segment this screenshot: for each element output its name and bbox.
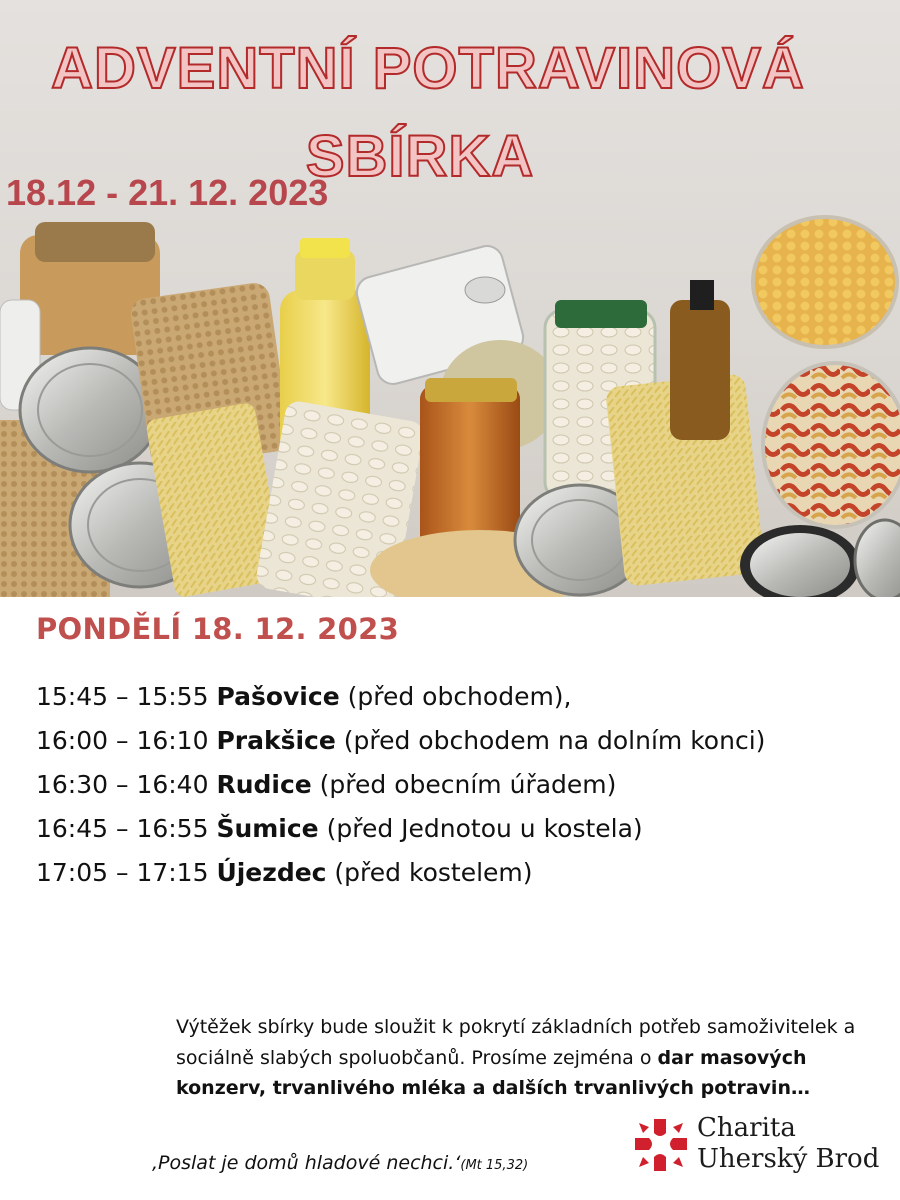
- bible-quote: [152, 1152, 528, 1174]
- schedule-detail: (před Jednotou u kostela): [318, 814, 643, 843]
- schedule-time: 17:05 – 17:15: [36, 858, 217, 887]
- note-bold: dar masových konzerv, trvanlivého mléka a dalších trvanlivých potravin…: [176, 1046, 810, 1099]
- schedule-detail: (před obchodem),: [339, 682, 572, 711]
- hero-photo: [0, 0, 900, 597]
- schedule-detail: (před obecním úřadem): [311, 770, 617, 799]
- charita-cross-icon: [633, 1117, 689, 1173]
- schedule-time: 16:00 – 16:10: [36, 726, 217, 755]
- poster-title-line2: SBÍRKA: [305, 124, 535, 189]
- charita-logo: [633, 1113, 893, 1177]
- schedule-time: 16:30 – 16:40: [36, 770, 217, 799]
- logo-line2: Uherský Brod: [697, 1144, 880, 1174]
- day-heading: PONDĚLÍ 18. 12. 2023: [36, 612, 400, 646]
- schedule-item: [36, 770, 765, 814]
- schedule-detail: (před obchodem na dolním konci): [335, 726, 766, 755]
- logo-line1: Charita: [697, 1113, 796, 1143]
- date-range: 18.12 - 21. 12. 2023: [6, 172, 329, 213]
- schedule-place: Prakšice: [216, 726, 336, 755]
- note-intro: Výtěžek sbírky bude sloužit k pokrytí základních potřeb samoživitelek a sociálně slabých spoluobčanů. Prosíme zejména o: [176, 1016, 856, 1069]
- schedule-item: [36, 814, 765, 858]
- quote-reference: (Mt 15,32): [460, 1158, 529, 1173]
- schedule-item: [36, 726, 765, 770]
- poster-title-line1: ADVENTNÍ POTRAVINOVÁ: [51, 36, 805, 101]
- schedule-list: [36, 682, 765, 902]
- donation-note: [176, 1012, 896, 1104]
- schedule-time: 15:45 – 15:55: [36, 682, 217, 711]
- schedule-place: Pašovice: [216, 682, 340, 711]
- schedule-place: Újezdec: [216, 858, 327, 887]
- schedule-item: [36, 858, 765, 902]
- schedule-detail: (před kostelem): [326, 858, 533, 887]
- schedule-time: 16:45 – 16:55: [36, 814, 217, 843]
- schedule-item: [36, 682, 765, 726]
- schedule-place: Šumice: [216, 814, 319, 843]
- quote-text: ‚Poslat je domů hladové nechci.‘: [152, 1152, 461, 1174]
- schedule-place: Rudice: [216, 770, 312, 799]
